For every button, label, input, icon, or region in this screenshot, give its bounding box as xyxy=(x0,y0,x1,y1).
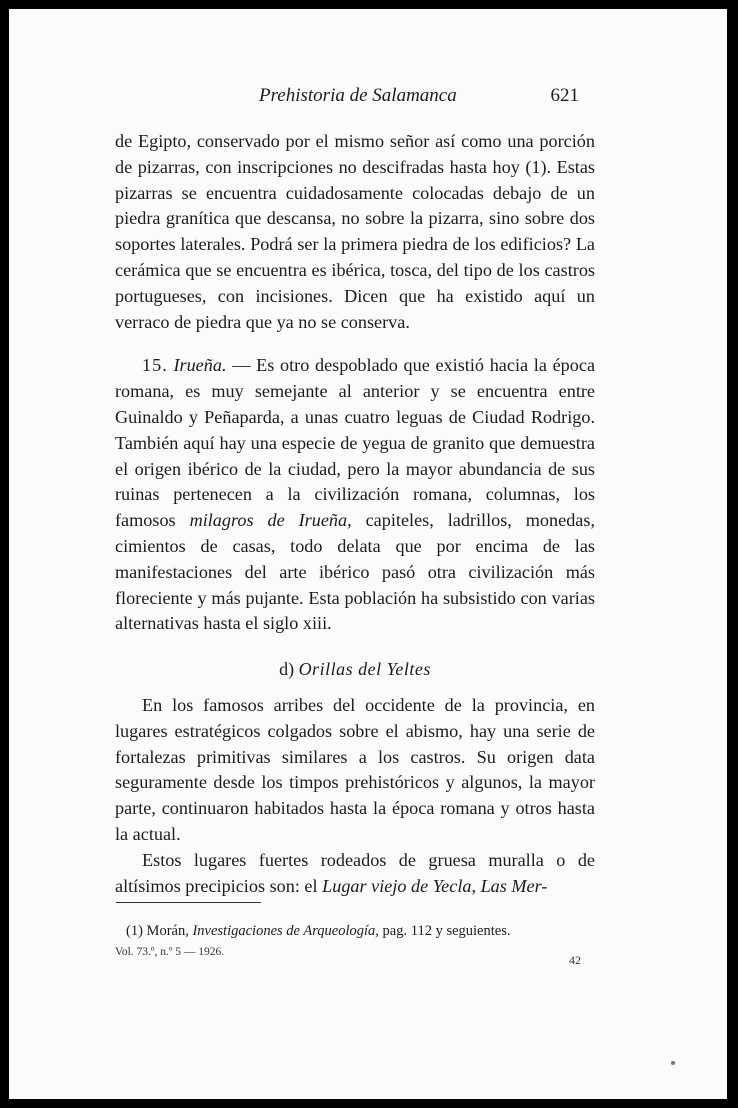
entry-place: Irueña. xyxy=(173,355,227,376)
footnote-rule xyxy=(116,902,261,903)
lugares-italic: Lugar viejo de Yecla, Las Mer- xyxy=(322,875,548,896)
paragraph-irueña xyxy=(115,353,595,637)
entry-text-a: — Es otro despoblado que existió hacia la época romana, es muy semejante al anterior y se encuentra entre Guinaldo y Peñaparda, a unas cuatro leguas de Ciudad Rodrigo. También aquí hay una especie de yegua de granito que demuestra el origen ibérico de la ciudad, pero la mayor abundancia de sus ruinas pertenecen a la civilización romana, columnas, los famosos xyxy=(115,355,596,531)
lugares-text: Estos lugares fuertes rodeados de gruesa muralla o de altísimos precipicios son: el xyxy=(115,849,595,896)
footnote-work: Investigaciones de Arqueología, xyxy=(192,923,379,939)
footnote xyxy=(126,923,582,940)
running-header xyxy=(259,85,579,109)
footnote-author: Morán, xyxy=(146,923,189,939)
section-title: Orillas del Yeltes xyxy=(298,659,431,680)
paper-speck xyxy=(671,1061,675,1065)
volume-line: Vol. 73.º, n.º 5 — 1926. xyxy=(115,946,225,958)
section-letter: d) xyxy=(279,659,295,680)
paragraph-lugares xyxy=(115,848,595,900)
signature-mark: 42 xyxy=(569,953,581,967)
body-text xyxy=(115,129,595,899)
page xyxy=(9,9,727,1099)
running-title: Prehistoria de Salamanca xyxy=(259,85,457,106)
page-number: 621 xyxy=(550,85,579,106)
entry-italic: milagros de Irueña xyxy=(189,510,348,531)
entry-number: 15. xyxy=(142,355,168,376)
section-heading xyxy=(115,657,595,683)
footnote-rest: pag. 112 y seguientes. xyxy=(382,923,511,939)
paragraph-arribes: En los famosos arribes del occidente de la provincia, en lugares estratégicos colgados sobre el abismo, hay una serie de fortalezas primitivas similares a los castros. Su origen data seguramente desde los timpos prehistóricos y algunos, la mayor parte, continuaron habitados hasta la época romana y otros hasta la actual. xyxy=(115,694,595,844)
paragraph-continued: de Egipto, conservado por el mismo señor así como una porción de pizarras, con inscripciones no descifradas hasta hoy (1). Estas pizarras se encuentra cuidadosamente colocadas debajo de un piedra granítica que descansa, no sobre la pizarra, sino sobre dos soportes laterales. Podrá ser la primera piedra de los edificios? La cerámica que se encuentra es ibérica, tosca, del tipo de los castros portugueses, con incisiones. Dicen que ha existido aquí un verraco de piedra que ya no se conserva. xyxy=(115,131,595,332)
entry-text-b: , capiteles, ladrillos, monedas, cimientos de casas, todo delata que por encima de las manifestaciones del arte ibérico pasó otra civilización más floreciente y más pujante. Esta población ha subsistido con varias alternativas hasta el siglo xiii. xyxy=(115,510,595,634)
footnote-marker: (1) xyxy=(126,923,143,939)
